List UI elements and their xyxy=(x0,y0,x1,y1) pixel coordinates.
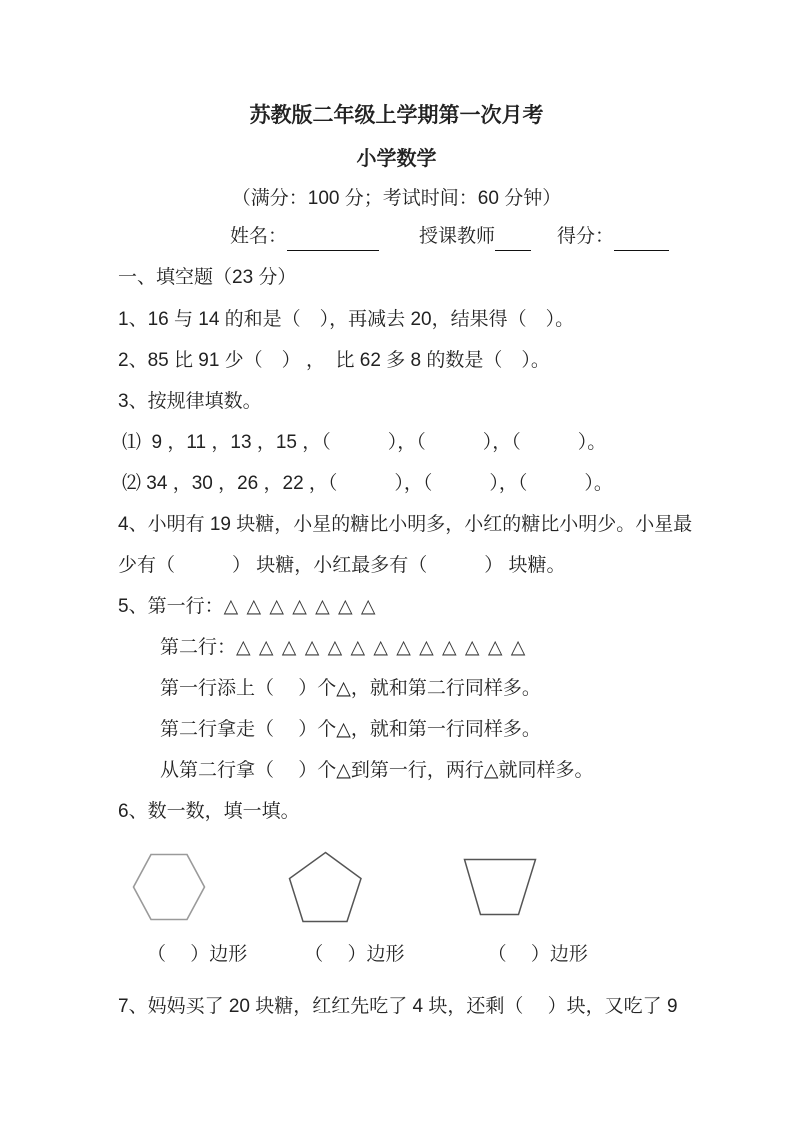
exam-subject: 小学数学 xyxy=(356,148,437,170)
question-1: 1、16 与 14 的和是（ ），再减去 20，结果得（ ）。 xyxy=(118,309,575,330)
row-2-triangle-icons: △ △ △ △ △ △ △ △ △ △ △ △ △ xyxy=(236,637,526,658)
question-3-stem: 3、按规律填数。 xyxy=(118,391,262,412)
score-label: 得分： xyxy=(557,226,615,247)
question-4-line-1: 4、小明有 19 块糖，小星的糖比小明多，小红的糖比小明少。小星最 xyxy=(118,514,693,535)
score-blank-line xyxy=(614,228,669,251)
teacher-label: 授课教师 xyxy=(419,226,496,247)
question-7: 7、妈妈买了 20 块糖，红红先吃了 4 块，还剩（ ）块，又吃了 9 xyxy=(118,996,678,1017)
row-1-label: 5、第一行： xyxy=(118,596,224,617)
hexagon-icon xyxy=(132,853,206,921)
question-5-row-2 xyxy=(160,634,713,662)
question-2: 2、85 比 91 少（ ） ， 比 62 多 8 的数是（ ）。 xyxy=(118,350,550,371)
name-label: 姓名： xyxy=(230,226,288,247)
section-heading: 一、填空题（23 分） xyxy=(118,267,297,288)
question-6-shapes-row xyxy=(118,839,793,935)
question-5-line-1: 第一行添上（ ）个△，就和第二行同样多。 xyxy=(160,678,541,699)
row-2-label: 第二行： xyxy=(160,637,237,658)
teacher-blank-line xyxy=(495,228,531,251)
question-4-line-2: 少有（ ） 块糖，小红最多有（ ） 块糖。 xyxy=(118,555,566,576)
exam-info: （满分：100 分；考试时间：60 分钟） xyxy=(231,188,562,209)
student-info-row xyxy=(230,223,793,251)
pentagon-icon xyxy=(288,851,363,923)
hexagon-blank-label: （ ）边形 xyxy=(147,944,248,965)
question-6-shape-labels xyxy=(118,941,793,969)
question-5-row-1 xyxy=(118,593,713,621)
question-5-line-2: 第二行拿走（ ）个△，就和第一行同样多。 xyxy=(160,719,541,740)
question-6-stem: 6、数一数，填一填。 xyxy=(118,801,300,822)
trapezoid-icon xyxy=(463,858,537,916)
row-1-triangle-icons: △ △ △ △ △ △ △ xyxy=(223,596,376,617)
trapezoid-blank-label: （ ）边形 xyxy=(487,944,588,965)
question-3-sequence-2: ⑵ 34 ，30 ，26 ，22 ，（ ），（ ），（ ）。 xyxy=(122,473,613,494)
exam-title: 苏教版二年级上学期第一次月考 xyxy=(249,104,544,127)
name-blank-line xyxy=(287,228,379,251)
pentagon-blank-label: （ ）边形 xyxy=(304,944,405,965)
question-3-sequence-1: ⑴ 9 ，11 ，13 ，15 ，（ ），（ ），（ ）。 xyxy=(122,432,607,453)
question-5-line-3: 从第二行拿（ ）个△到第一行，两行△就同样多。 xyxy=(160,760,594,781)
